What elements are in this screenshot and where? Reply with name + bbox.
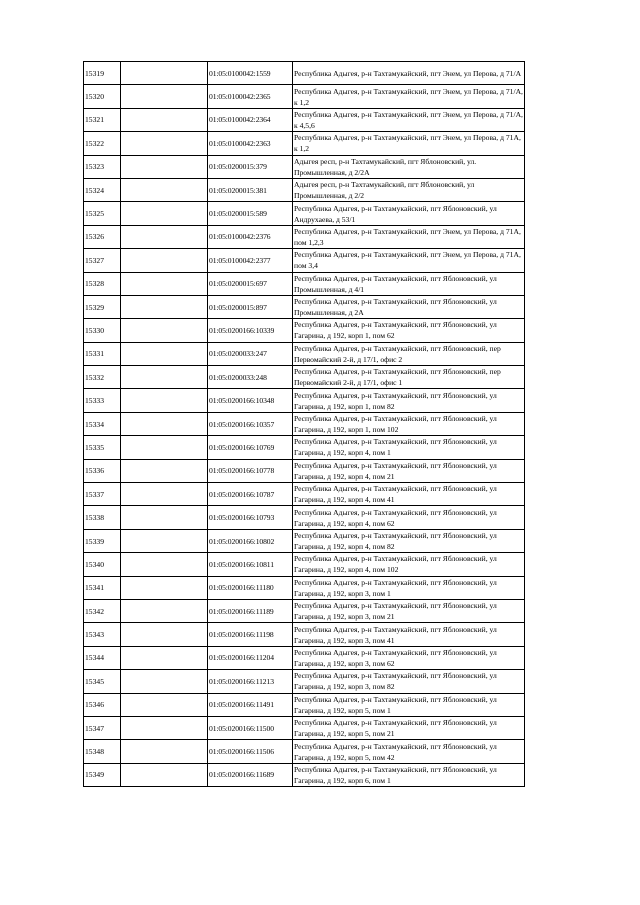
row-number-cell: 15341 bbox=[84, 576, 121, 599]
table-row bbox=[84, 319, 525, 342]
address-cell: Республика Адыгея, р-н Тахтамукайский, пгт Яблоновский, ул Гагарина, д 192, корп 1, пом 82 bbox=[293, 389, 525, 412]
empty-cell bbox=[121, 740, 208, 763]
row-number-cell: 15326 bbox=[84, 225, 121, 248]
empty-cell bbox=[121, 272, 208, 295]
row-number-cell: 15342 bbox=[84, 599, 121, 622]
empty-cell bbox=[121, 459, 208, 482]
row-number-cell: 15348 bbox=[84, 740, 121, 763]
table-row bbox=[84, 389, 525, 412]
empty-cell bbox=[121, 202, 208, 225]
row-number-cell: 15330 bbox=[84, 319, 121, 342]
empty-cell bbox=[121, 670, 208, 693]
row-number-cell: 15332 bbox=[84, 366, 121, 389]
empty-cell bbox=[121, 529, 208, 552]
row-number-cell: 15324 bbox=[84, 178, 121, 201]
cadastral-number-cell: 01:05:0200015:381 bbox=[208, 178, 293, 201]
row-number-cell: 15339 bbox=[84, 529, 121, 552]
address-cell: Республика Адыгея, р-н Тахтамукайский, пгт Яблоновский, ул Гагарина, д 192, корп 5, пом 1 bbox=[293, 693, 525, 716]
table-row bbox=[84, 763, 525, 786]
table-row bbox=[84, 459, 525, 482]
table-row bbox=[84, 716, 525, 739]
empty-cell bbox=[121, 249, 208, 272]
empty-cell bbox=[121, 646, 208, 669]
empty-cell bbox=[121, 132, 208, 155]
table-row bbox=[84, 553, 525, 576]
address-cell: Республика Адыгея, р-н Тахтамукайский, пгт Яблоновский, ул Гагарина, д 192, корп 3, пом 62 bbox=[293, 646, 525, 669]
table-row bbox=[84, 412, 525, 435]
address-cell: Республика Адыгея, р-н Тахтамукайский, пгт Яблоновский, ул Гагарина, д 192, корп 1, пом 102 bbox=[293, 412, 525, 435]
empty-cell bbox=[121, 366, 208, 389]
empty-cell bbox=[121, 553, 208, 576]
address-cell: Республика Адыгея, р-н Тахтамукайский, пгт Энем, ул Перова, д 71А, пом 3,4 bbox=[293, 249, 525, 272]
empty-cell bbox=[121, 716, 208, 739]
empty-cell bbox=[121, 693, 208, 716]
address-cell: Республика Адыгея, р-н Тахтамукайский, пгт Яблоновский, ул Гагарина, д 192, корп 5, пом 42 bbox=[293, 740, 525, 763]
table-row bbox=[84, 178, 525, 201]
address-cell: Республика Адыгея, р-н Тахтамукайский, пгт Яблоновский, ул Гагарина, д 192, корп 4, пом 102 bbox=[293, 553, 525, 576]
table-row bbox=[84, 342, 525, 365]
row-number-cell: 15349 bbox=[84, 763, 121, 786]
cadastral-number-cell: 01:05:0200166:11213 bbox=[208, 670, 293, 693]
address-cell: Республика Адыгея, р-н Тахтамукайский, пгт Яблоновский, ул Гагарина, д 192, корп 3, пом 41 bbox=[293, 623, 525, 646]
row-number-cell: 15320 bbox=[84, 85, 121, 108]
address-cell: Республика Адыгея, р-н Тахтамукайский, пгт Энем, ул Перова, д 71/А, к 1,2 bbox=[294, 86, 523, 107]
address-cell: Республика Адыгея, р-н Тахтамукайский, пгт Яблоновский, ул Гагарина, д 192, корп 4, пом 21 bbox=[293, 459, 525, 482]
address-cell: Республика Адыгея, р-н Тахтамукайский, пгт Яблоновский, ул Гагарина, д 192, корп 3, пом 21 bbox=[293, 599, 525, 622]
empty-cell bbox=[121, 85, 208, 108]
table-row bbox=[84, 506, 525, 529]
cadastral-number-cell: 01:05:0100042:2363 bbox=[208, 132, 293, 155]
cadastral-number-cell: 01:05:0200166:10793 bbox=[208, 506, 293, 529]
row-number-cell: 15325 bbox=[84, 202, 121, 225]
row-number-cell: 15344 bbox=[84, 646, 121, 669]
address-cell: Республика Адыгея, р-н Тахтамукайский, пгт Яблоновский, ул Гагарина, д 192, корп 6, пом 1 bbox=[293, 763, 525, 786]
address-cell: Республика Адыгея, р-н Тахтамукайский, пгт Яблоновский, ул Гагарина, д 192, корп 3, пом 82 bbox=[293, 670, 525, 693]
table-row bbox=[84, 295, 525, 318]
cadastral-number-cell: 01:05:0200015:379 bbox=[208, 155, 293, 178]
table-row bbox=[84, 740, 525, 763]
table-row bbox=[84, 155, 525, 178]
cadastral-number-cell: 01:05:0200166:10811 bbox=[208, 553, 293, 576]
table-row bbox=[84, 108, 525, 131]
empty-cell bbox=[121, 436, 208, 459]
cadastral-number-cell: 01:05:0200166:11689 bbox=[208, 763, 293, 786]
empty-cell bbox=[121, 342, 208, 365]
address-cell: Республика Адыгея, р-н Тахтамукайский, пгт Яблоновский, пер Первомайский 2-й, д 17/1, офис 2 bbox=[293, 342, 525, 365]
row-number-cell: 15343 bbox=[84, 623, 121, 646]
cadastral-number-cell: 01:05:0200015:589 bbox=[208, 202, 293, 225]
registry-table-body bbox=[84, 62, 525, 787]
registry-table bbox=[83, 61, 525, 787]
cadastral-number-cell: 01:05:0200015:697 bbox=[208, 272, 293, 295]
table-row bbox=[84, 529, 525, 552]
address-cell: Республика Адыгея, р-н Тахтамукайский, пгт Яблоновский, ул Гагарина, д 192, корп 4, пом 41 bbox=[293, 483, 525, 506]
empty-cell bbox=[121, 763, 208, 786]
row-number-cell: 15336 bbox=[84, 459, 121, 482]
row-number-cell: 15319 bbox=[84, 62, 121, 85]
empty-cell bbox=[121, 155, 208, 178]
table-row bbox=[84, 436, 525, 459]
address-cell: Республика Адыгея, р-н Тахтамукайский, пгт Энем, ул Перова, д 71/А bbox=[293, 62, 525, 85]
cadastral-number-cell: 01:05:0200033:247 bbox=[208, 342, 293, 365]
table-row bbox=[84, 483, 525, 506]
cadastral-number-cell: 01:05:0200166:11204 bbox=[208, 646, 293, 669]
address-cell: Адыгея респ, р-н Тахтамукайский, пгт Яблоновский, ул. Промышленная, д 2/2А bbox=[293, 155, 525, 178]
cadastral-number-cell: 01:05:0200015:897 bbox=[208, 295, 293, 318]
row-number-cell: 15328 bbox=[84, 272, 121, 295]
address-cell: Республика Адыгея, р-н Тахтамукайский, пгт Яблоновский, пер Первомайский 2-й, д 17/1, офис 1 bbox=[293, 366, 525, 389]
cadastral-number-cell: 01:05:0200166:10769 bbox=[208, 436, 293, 459]
address-cell: Республика Адыгея, р-н Тахтамукайский, пгт Яблоновский, ул Андрухаева, д 53/1 bbox=[293, 202, 525, 225]
empty-cell bbox=[121, 178, 208, 201]
cadastral-number-cell: 01:05:0200166:11189 bbox=[208, 599, 293, 622]
cadastral-number-cell: 01:05:0200166:10339 bbox=[208, 319, 293, 342]
address-cell: Адыгея респ, р-н Тахтамукайский, пгт Яблоновский, ул Промышленная, д 2/2 bbox=[293, 178, 525, 201]
table-row bbox=[84, 202, 525, 225]
table-row bbox=[84, 225, 525, 248]
address-cell: Республика Адыгея, р-н Тахтамукайский, пгт Яблоновский, ул Гагарина, д 192, корп 3, пом 1 bbox=[293, 576, 525, 599]
table-row bbox=[84, 623, 525, 646]
empty-cell bbox=[121, 412, 208, 435]
row-number-cell: 15331 bbox=[84, 342, 121, 365]
cadastral-number-cell: 01:05:0200166:11198 bbox=[208, 623, 293, 646]
table-row bbox=[84, 693, 525, 716]
address-cell: Республика Адыгея, р-н Тахтамукайский, пгт Энем, ул Перова, д 71А, к 1,2 bbox=[293, 132, 525, 155]
empty-cell bbox=[121, 225, 208, 248]
row-number-cell: 15323 bbox=[84, 155, 121, 178]
cadastral-number-cell: 01:05:0100042:1559 bbox=[208, 62, 293, 85]
address-cell: Республика Адыгея, р-н Тахтамукайский, пгт Яблоновский, ул Промышленная, д 4/1 bbox=[293, 272, 525, 295]
address-cell: Республика Адыгея, р-н Тахтамукайский, пгт Энем, ул Перова, д 71/А, к 4,5,6 bbox=[294, 109, 523, 130]
row-number-cell: 15347 bbox=[84, 716, 121, 739]
cadastral-number-cell: 01:05:0200166:11506 bbox=[208, 740, 293, 763]
row-number-cell: 15346 bbox=[84, 693, 121, 716]
table-row bbox=[84, 132, 525, 155]
row-number-cell: 15335 bbox=[84, 436, 121, 459]
cadastral-number-cell: 01:05:0100042:2376 bbox=[208, 225, 293, 248]
row-number-cell: 15338 bbox=[84, 506, 121, 529]
empty-cell bbox=[121, 483, 208, 506]
empty-cell bbox=[121, 576, 208, 599]
address-cell: Республика Адыгея, р-н Тахтамукайский, пгт Яблоновский, ул Гагарина, д 192, корп 1, пом 62 bbox=[293, 319, 525, 342]
cadastral-number-cell: 01:05:0200166:10802 bbox=[208, 529, 293, 552]
table-row bbox=[84, 670, 525, 693]
row-number-cell: 15337 bbox=[84, 483, 121, 506]
cadastral-number-cell: 01:05:0100042:2377 bbox=[208, 249, 293, 272]
table-row bbox=[84, 272, 525, 295]
cadastral-number-cell: 01:05:0200033:248 bbox=[208, 366, 293, 389]
table-row bbox=[84, 646, 525, 669]
row-number-cell: 15321 bbox=[84, 108, 121, 131]
cadastral-number-cell: 01:05:0200166:10357 bbox=[208, 412, 293, 435]
table-row bbox=[84, 62, 525, 85]
empty-cell bbox=[121, 319, 208, 342]
address-cell: Республика Адыгея, р-н Тахтамукайский, пгт Яблоновский, ул Гагарина, д 192, корп 4, пом 62 bbox=[293, 506, 525, 529]
cadastral-number-cell: 01:05:0200166:11491 bbox=[208, 693, 293, 716]
row-number-cell: 15327 bbox=[84, 249, 121, 272]
cadastral-number-cell: 01:05:0200166:10787 bbox=[208, 483, 293, 506]
row-number-cell: 15334 bbox=[84, 412, 121, 435]
cadastral-number-cell: 01:05:0200166:10778 bbox=[208, 459, 293, 482]
cadastral-number-cell: 01:05:0200166:11500 bbox=[208, 716, 293, 739]
table-row bbox=[84, 85, 525, 108]
address-cell: Республика Адыгея, р-н Тахтамукайский, пгт Яблоновский, ул Промышленная, д 2А bbox=[293, 295, 525, 318]
row-number-cell: 15333 bbox=[84, 389, 121, 412]
table-row bbox=[84, 599, 525, 622]
address-cell: Республика Адыгея, р-н Тахтамукайский, пгт Яблоновский, ул Гагарина, д 192, корп 4, пом 1 bbox=[293, 436, 525, 459]
row-number-cell: 15345 bbox=[84, 670, 121, 693]
empty-cell bbox=[121, 389, 208, 412]
address-cell: Республика Адыгея, р-н Тахтамукайский, пгт Энем, ул Перова, д 71А, пом 1,2,3 bbox=[293, 225, 525, 248]
table-row bbox=[84, 576, 525, 599]
empty-cell bbox=[121, 108, 208, 131]
address-cell: Республика Адыгея, р-н Тахтамукайский, пгт Яблоновский, ул Гагарина, д 192, корп 4, пом 82 bbox=[293, 529, 525, 552]
row-number-cell: 15340 bbox=[84, 553, 121, 576]
cadastral-number-cell: 01:05:0100042:2365 bbox=[208, 85, 293, 108]
empty-cell bbox=[121, 623, 208, 646]
row-number-cell: 15322 bbox=[84, 132, 121, 155]
address-cell: Республика Адыгея, р-н Тахтамукайский, пгт Яблоновский, ул Гагарина, д 192, корп 5, пом 21 bbox=[293, 716, 525, 739]
cadastral-number-cell: 01:05:0200166:11180 bbox=[208, 576, 293, 599]
cadastral-number-cell: 01:05:0200166:10348 bbox=[208, 389, 293, 412]
table-row bbox=[84, 249, 525, 272]
empty-cell bbox=[121, 62, 208, 85]
empty-cell bbox=[121, 295, 208, 318]
empty-cell bbox=[121, 506, 208, 529]
table-row bbox=[84, 366, 525, 389]
empty-cell bbox=[121, 599, 208, 622]
cadastral-number-cell: 01:05:0100042:2364 bbox=[208, 108, 293, 131]
row-number-cell: 15329 bbox=[84, 295, 121, 318]
